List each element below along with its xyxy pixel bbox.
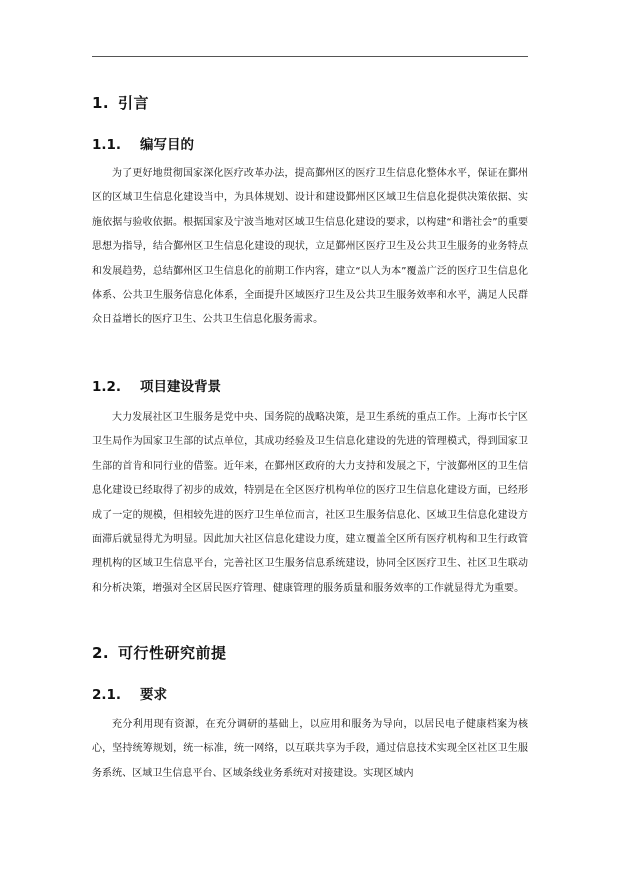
paragraph-background: 大力发展社区卫生服务是党中央、国务院的战略决策，是卫生系统的重点工作。上海市长宁区卫生局作为国家卫生部的试点单位，其成功经验及卫生信息化建设的先进的管理模式，得到国家卫生部的首肯和同行业的借鉴。近年来，在鄞州区政府的大力支持和发展之下，宁波鄞州区的卫生信息化建设已经取得了初步的成效，特别是在全区医疗机构单位的医疗卫生信息化建设方面，已经形成了一定的规模，但相较先进的医疗卫生单位而言，社区卫生服务信息化、区域卫生信息化建设方面滞后就显得尤为明显。因此加大社区信息化建设力度，建立覆盖全区所有医疗机构和卫生行政管理机构的区域卫生信息平台，完善社区卫生服务信息系统建设，协同全区医疗卫生、社区卫生联动和分析决策，增强对全区居民医疗管理、健康管理的服务质量和服务效率的工作就显得尤为重要。 [92, 412, 528, 594]
paragraph-requirements: 充分利用现有资源，在充分调研的基础上，以应用和服务为导向，以居民电子健康档案为核心，坚持统筹规划，统一标准，统一网络，以互联共享为手段，通过信息技术实现全区社区卫生服务系统、区域卫生信息平台、区域条线业务系统对对接建设。实现区域内 [92, 719, 528, 779]
section-heading-2 [92, 642, 227, 663]
section-number: 1. [92, 94, 110, 112]
subsection-number: 1.1. [92, 137, 122, 153]
section-number: 2. [92, 644, 110, 662]
section-heading-1 [92, 92, 149, 113]
subsection-heading-2-1 [92, 683, 167, 703]
paragraph-purpose: 为了更好地贯彻国家深化医疗改革办法，提高鄞州区的医疗卫生信息化整体水平，保证在鄞州区的区域卫生信息化建设当中，为具体规划、设计和建设鄞州区区域卫生信息化提供决策依据、实施依据与验收依据。根据国家及宁波当地对区域卫生信息化建设的要求，以构建“和谐社会”的重要思想为指导，结合鄞州区卫生信息化建设的现状，立足鄞州区医疗卫生及公共卫生服务的业务特点和发展趋势，总结鄞州区卫生信息化的前期工作内容，建立“以人为本”覆盖广泛的医疗卫生信息化体系、公共卫生服务信息化体系，全面提升区域医疗卫生及公共卫生服务效率和水平，满足人民群众日益增长的医疗卫生、公共卫生信息化服务需求。 [92, 168, 528, 326]
subsection-number: 1.2. [92, 379, 122, 395]
subsection-title: 编写目的 [140, 137, 194, 153]
subsection-number: 2.1. [92, 687, 122, 703]
subsection-title: 要求 [140, 687, 167, 703]
section-title: 引言 [118, 94, 150, 112]
subsection-heading-1-1 [92, 133, 194, 153]
subsection-title: 项目建设背景 [140, 379, 221, 395]
subsection-heading-1-2 [92, 375, 221, 395]
section-title: 可行性研究前提 [118, 644, 227, 662]
header-rule [92, 56, 528, 57]
